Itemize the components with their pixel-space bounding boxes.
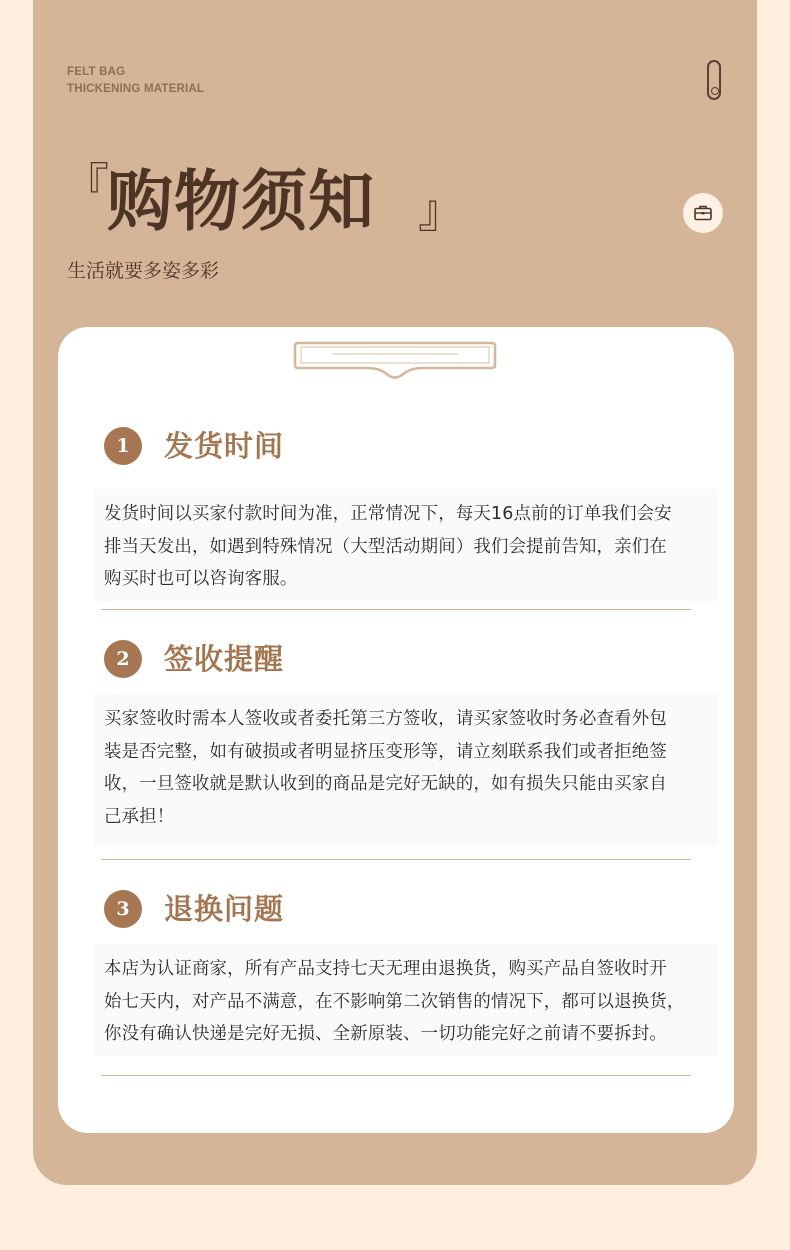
paper-clip-icon xyxy=(292,337,498,385)
subtitle: 生活就要多姿多彩 xyxy=(67,260,220,282)
briefcase-button[interactable] xyxy=(683,193,723,233)
page-title-text: 购物须知 xyxy=(107,162,375,240)
tagline-line-1: FELT BAG xyxy=(67,66,126,78)
tagline-line-2: THICKENING MATERIAL xyxy=(67,83,205,95)
content-panel xyxy=(58,327,734,1133)
section-body: 发货时间以买家付款时间为准，正常情况下，每天16点前的订单我们会安 排当天发出，如遇到特殊情况（大型活动期间）我们会提前告知，亲们在 购买时也可以咨询客服。 xyxy=(94,489,718,601)
section-divider xyxy=(101,859,691,860)
notice-card xyxy=(33,0,757,1185)
section-body: 本店为认证商家，所有产品支持七天无理由退换货，购买产品自签收时开 始七天内，对产品不满意，在不影响第二次销售的情况下，都可以退换货， 你没有确认快递是完好无损、全新原装、一切功能完好之前请不要拆封。 xyxy=(94,944,718,1056)
pill-tag-icon xyxy=(707,60,721,100)
title-bracket-open: 『 xyxy=(63,158,109,212)
section-title: 退换问题 xyxy=(164,892,285,926)
briefcase-icon xyxy=(693,203,713,223)
section-title: 发货时间 xyxy=(164,429,285,463)
section-body: 买家签收时需本人签收或者委托第三方签收，请买家签收时务必查看外包 装是否完整，如有破损或者明显挤压变形等，请立刻联系我们或者拒绝签 收，一旦签收就是默认收到的商品是完好无缺的，如有损失只能由买家自 己承担！ xyxy=(94,694,718,846)
section-divider xyxy=(101,1075,691,1076)
section-divider xyxy=(101,609,691,610)
section-number-badge: 1 xyxy=(104,427,142,465)
english-tagline xyxy=(67,64,204,98)
section-number-badge: 2 xyxy=(104,640,142,678)
title-bracket-close: 』 xyxy=(418,184,464,238)
section-title: 签收提醒 xyxy=(164,642,285,676)
section-number-badge: 3 xyxy=(104,890,142,928)
